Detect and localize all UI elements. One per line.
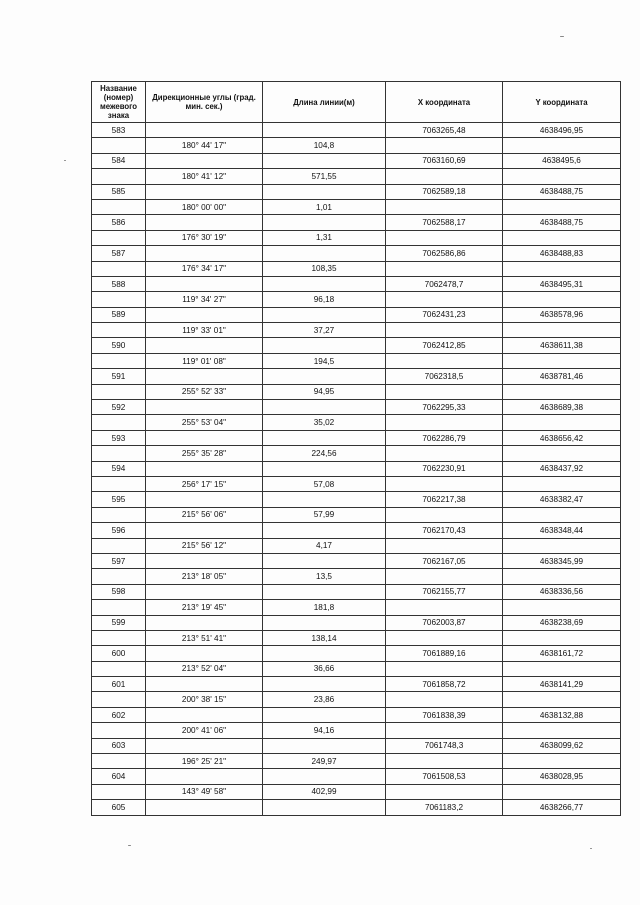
- empty-cell: [386, 661, 503, 676]
- line-length-cell: 94,95: [263, 384, 386, 399]
- mark-name-cell: 602: [92, 707, 146, 722]
- empty-cell: [92, 384, 146, 399]
- empty-cell: [92, 507, 146, 522]
- table-row: [92, 646, 621, 661]
- direction-angle-cell: 180° 41' 12": [146, 169, 263, 184]
- empty-cell: [146, 553, 263, 568]
- empty-cell: [92, 138, 146, 153]
- empty-cell: [386, 353, 503, 368]
- empty-cell: [503, 415, 621, 430]
- line-length-cell: 194,5: [263, 353, 386, 368]
- line-length-cell: 108,35: [263, 261, 386, 276]
- line-length-cell: 249,97: [263, 754, 386, 769]
- table-row: [92, 353, 621, 368]
- table-row: [92, 692, 621, 707]
- x-coordinate-cell: 7063265,48: [386, 123, 503, 138]
- empty-cell: [503, 384, 621, 399]
- x-coordinate-cell: 7062295,33: [386, 400, 503, 415]
- line-length-cell: 181,8: [263, 600, 386, 615]
- table-row: [92, 246, 621, 261]
- empty-cell: [92, 292, 146, 307]
- empty-cell: [386, 476, 503, 491]
- empty-cell: [146, 246, 263, 261]
- direction-angle-cell: 255° 52' 33": [146, 384, 263, 399]
- empty-cell: [146, 369, 263, 384]
- direction-angle-cell: 143° 49' 58": [146, 784, 263, 799]
- header-mark-name: Название (номер) межевого знака: [92, 82, 146, 123]
- empty-cell: [263, 430, 386, 445]
- empty-cell: [92, 353, 146, 368]
- empty-cell: [386, 292, 503, 307]
- boundary-coordinates-table: [91, 81, 621, 816]
- line-length-cell: 35,02: [263, 415, 386, 430]
- empty-cell: [503, 230, 621, 245]
- y-coordinate-cell: 4638382,47: [503, 492, 621, 507]
- line-length-cell: 402,99: [263, 784, 386, 799]
- empty-cell: [263, 369, 386, 384]
- empty-cell: [146, 123, 263, 138]
- empty-cell: [92, 754, 146, 769]
- empty-cell: [386, 784, 503, 799]
- x-coordinate-cell: 7062155,77: [386, 584, 503, 599]
- empty-cell: [146, 584, 263, 599]
- empty-cell: [386, 692, 503, 707]
- empty-cell: [386, 323, 503, 338]
- empty-cell: [386, 199, 503, 214]
- y-coordinate-cell: 4638495,6: [503, 153, 621, 168]
- y-coordinate-cell: 4638028,95: [503, 769, 621, 784]
- direction-angle-cell: 119° 33' 01": [146, 323, 263, 338]
- x-coordinate-cell: 7062167,05: [386, 553, 503, 568]
- empty-cell: [503, 507, 621, 522]
- line-length-cell: 23,86: [263, 692, 386, 707]
- table-row: [92, 507, 621, 522]
- empty-cell: [146, 276, 263, 291]
- direction-angle-cell: 215° 56' 06": [146, 507, 263, 522]
- y-coordinate-cell: 4638345,99: [503, 553, 621, 568]
- line-length-cell: 1,01: [263, 199, 386, 214]
- table-row: [92, 553, 621, 568]
- line-length-cell: 57,99: [263, 507, 386, 522]
- empty-cell: [503, 476, 621, 491]
- y-coordinate-cell: 4638141,29: [503, 677, 621, 692]
- empty-cell: [386, 138, 503, 153]
- empty-cell: [386, 384, 503, 399]
- line-length-cell: 224,56: [263, 446, 386, 461]
- empty-cell: [146, 307, 263, 322]
- empty-cell: [263, 738, 386, 753]
- y-coordinate-cell: 4638161,72: [503, 646, 621, 661]
- empty-cell: [92, 261, 146, 276]
- y-coordinate-cell: 4638611,38: [503, 338, 621, 353]
- y-coordinate-cell: 4638488,75: [503, 184, 621, 199]
- empty-cell: [92, 692, 146, 707]
- empty-cell: [146, 800, 263, 815]
- empty-cell: [263, 153, 386, 168]
- empty-cell: [263, 246, 386, 261]
- empty-cell: [146, 646, 263, 661]
- y-coordinate-cell: 4638099,62: [503, 738, 621, 753]
- empty-cell: [503, 292, 621, 307]
- x-coordinate-cell: 7062588,17: [386, 215, 503, 230]
- empty-cell: [92, 630, 146, 645]
- table-row: [92, 661, 621, 676]
- empty-cell: [503, 261, 621, 276]
- mark-name-cell: 599: [92, 615, 146, 630]
- empty-cell: [503, 353, 621, 368]
- empty-cell: [92, 600, 146, 615]
- scan-speck: [560, 36, 564, 37]
- empty-cell: [503, 446, 621, 461]
- direction-angle-cell: 213° 19' 45": [146, 600, 263, 615]
- header-length: Длина линии(м): [263, 82, 386, 123]
- x-coordinate-cell: 7062230,91: [386, 461, 503, 476]
- table-row: [92, 199, 621, 214]
- mark-name-cell: 598: [92, 584, 146, 599]
- mark-name-cell: 589: [92, 307, 146, 322]
- empty-cell: [263, 461, 386, 476]
- empty-cell: [503, 538, 621, 553]
- empty-cell: [386, 230, 503, 245]
- line-length-cell: 104,8: [263, 138, 386, 153]
- empty-cell: [146, 769, 263, 784]
- scan-speck: [64, 160, 66, 161]
- empty-cell: [146, 338, 263, 353]
- table-row: [92, 677, 621, 692]
- table-row: [92, 476, 621, 491]
- empty-cell: [146, 215, 263, 230]
- y-coordinate-cell: 4638488,75: [503, 215, 621, 230]
- mark-name-cell: 605: [92, 800, 146, 815]
- table-row: [92, 800, 621, 815]
- empty-cell: [386, 507, 503, 522]
- y-coordinate-cell: 4638781,46: [503, 369, 621, 384]
- direction-angle-cell: 176° 30' 19": [146, 230, 263, 245]
- mark-name-cell: 585: [92, 184, 146, 199]
- x-coordinate-cell: 7062431,23: [386, 307, 503, 322]
- y-coordinate-cell: 4638437,92: [503, 461, 621, 476]
- empty-cell: [263, 307, 386, 322]
- mark-name-cell: 583: [92, 123, 146, 138]
- table-row: [92, 754, 621, 769]
- empty-cell: [503, 199, 621, 214]
- empty-cell: [263, 800, 386, 815]
- empty-cell: [263, 584, 386, 599]
- line-length-cell: 37,27: [263, 323, 386, 338]
- direction-angle-cell: 213° 18' 05": [146, 569, 263, 584]
- empty-cell: [503, 630, 621, 645]
- empty-cell: [146, 400, 263, 415]
- empty-cell: [92, 661, 146, 676]
- line-length-cell: 4,17: [263, 538, 386, 553]
- empty-cell: [503, 323, 621, 338]
- header-x: X координата: [386, 82, 503, 123]
- table-row: [92, 230, 621, 245]
- empty-cell: [263, 492, 386, 507]
- table-row: [92, 307, 621, 322]
- empty-cell: [263, 523, 386, 538]
- table-row: [92, 400, 621, 415]
- table-row: [92, 384, 621, 399]
- table-row: [92, 153, 621, 168]
- table-row: [92, 369, 621, 384]
- direction-angle-cell: 119° 34' 27": [146, 292, 263, 307]
- empty-cell: [386, 630, 503, 645]
- x-coordinate-cell: 7062286,79: [386, 430, 503, 445]
- mark-name-cell: 588: [92, 276, 146, 291]
- empty-cell: [92, 323, 146, 338]
- empty-cell: [92, 784, 146, 799]
- mark-name-cell: 604: [92, 769, 146, 784]
- empty-cell: [263, 646, 386, 661]
- empty-cell: [386, 169, 503, 184]
- y-coordinate-cell: 4638132,88: [503, 707, 621, 722]
- table-row: [92, 723, 621, 738]
- empty-cell: [503, 754, 621, 769]
- line-length-cell: 94,16: [263, 723, 386, 738]
- empty-cell: [503, 600, 621, 615]
- empty-cell: [263, 123, 386, 138]
- empty-cell: [503, 784, 621, 799]
- direction-angle-cell: 200° 41' 06": [146, 723, 263, 738]
- x-coordinate-cell: 7061748,3: [386, 738, 503, 753]
- empty-cell: [263, 215, 386, 230]
- table-row: [92, 630, 621, 645]
- table-row: [92, 415, 621, 430]
- empty-cell: [146, 184, 263, 199]
- line-length-cell: 36,66: [263, 661, 386, 676]
- table-row: [92, 538, 621, 553]
- table-row: [92, 261, 621, 276]
- empty-cell: [263, 184, 386, 199]
- empty-cell: [146, 615, 263, 630]
- empty-cell: [92, 415, 146, 430]
- empty-cell: [92, 230, 146, 245]
- empty-cell: [146, 523, 263, 538]
- empty-cell: [386, 569, 503, 584]
- empty-cell: [146, 492, 263, 507]
- table-row: [92, 215, 621, 230]
- empty-cell: [386, 415, 503, 430]
- mark-name-cell: 584: [92, 153, 146, 168]
- table-row: [92, 323, 621, 338]
- x-coordinate-cell: 7061838,39: [386, 707, 503, 722]
- empty-cell: [386, 600, 503, 615]
- empty-cell: [386, 754, 503, 769]
- empty-cell: [92, 199, 146, 214]
- x-coordinate-cell: 7062589,18: [386, 184, 503, 199]
- empty-cell: [263, 400, 386, 415]
- x-coordinate-cell: 7062003,87: [386, 615, 503, 630]
- empty-cell: [146, 738, 263, 753]
- empty-cell: [263, 769, 386, 784]
- mark-name-cell: 591: [92, 369, 146, 384]
- table-row: [92, 584, 621, 599]
- y-coordinate-cell: 4638336,56: [503, 584, 621, 599]
- direction-angle-cell: 200° 38' 15": [146, 692, 263, 707]
- y-coordinate-cell: 4638656,42: [503, 430, 621, 445]
- mark-name-cell: 593: [92, 430, 146, 445]
- empty-cell: [263, 615, 386, 630]
- table-row: [92, 276, 621, 291]
- empty-cell: [503, 661, 621, 676]
- x-coordinate-cell: 7062586,86: [386, 246, 503, 261]
- x-coordinate-cell: 7061183,2: [386, 800, 503, 815]
- x-coordinate-cell: 7061858,72: [386, 677, 503, 692]
- table-row: [92, 569, 621, 584]
- empty-cell: [503, 138, 621, 153]
- y-coordinate-cell: 4638496,95: [503, 123, 621, 138]
- header-angles: Дирекционные углы (град. мин. сек.): [146, 82, 263, 123]
- scan-speck: [128, 845, 131, 846]
- empty-cell: [503, 169, 621, 184]
- table-row: [92, 169, 621, 184]
- table-row: [92, 738, 621, 753]
- x-coordinate-cell: 7062478,7: [386, 276, 503, 291]
- table-body: [92, 123, 621, 816]
- line-length-cell: 1,31: [263, 230, 386, 245]
- mark-name-cell: 595: [92, 492, 146, 507]
- empty-cell: [263, 338, 386, 353]
- mark-name-cell: 594: [92, 461, 146, 476]
- direction-angle-cell: 255° 35' 28": [146, 446, 263, 461]
- table-row: [92, 769, 621, 784]
- x-coordinate-cell: 7061508,53: [386, 769, 503, 784]
- direction-angle-cell: 119° 01' 08": [146, 353, 263, 368]
- empty-cell: [263, 276, 386, 291]
- line-length-cell: 13,5: [263, 569, 386, 584]
- table-row: [92, 138, 621, 153]
- x-coordinate-cell: 7062217,38: [386, 492, 503, 507]
- line-length-cell: 571,55: [263, 169, 386, 184]
- direction-angle-cell: 196° 25' 21": [146, 754, 263, 769]
- table-row: [92, 184, 621, 199]
- y-coordinate-cell: 4638689,38: [503, 400, 621, 415]
- mark-name-cell: 603: [92, 738, 146, 753]
- table-row: [92, 338, 621, 353]
- direction-angle-cell: 255° 53' 04": [146, 415, 263, 430]
- mark-name-cell: 597: [92, 553, 146, 568]
- y-coordinate-cell: 4638578,96: [503, 307, 621, 322]
- table-row: [92, 523, 621, 538]
- table-row: [92, 492, 621, 507]
- line-length-cell: 96,18: [263, 292, 386, 307]
- empty-cell: [263, 707, 386, 722]
- direction-angle-cell: 180° 44' 17": [146, 138, 263, 153]
- empty-cell: [263, 553, 386, 568]
- empty-cell: [92, 169, 146, 184]
- x-coordinate-cell: 7062318,5: [386, 369, 503, 384]
- empty-cell: [92, 476, 146, 491]
- empty-cell: [146, 707, 263, 722]
- mark-name-cell: 587: [92, 246, 146, 261]
- empty-cell: [386, 538, 503, 553]
- table-row: [92, 615, 621, 630]
- x-coordinate-cell: 7063160,69: [386, 153, 503, 168]
- x-coordinate-cell: 7062412,85: [386, 338, 503, 353]
- empty-cell: [146, 153, 263, 168]
- scan-speck: [590, 848, 592, 849]
- empty-cell: [146, 461, 263, 476]
- x-coordinate-cell: 7062170,43: [386, 523, 503, 538]
- y-coordinate-cell: 4638488,83: [503, 246, 621, 261]
- table-row: [92, 600, 621, 615]
- table-row: [92, 430, 621, 445]
- empty-cell: [92, 569, 146, 584]
- x-coordinate-cell: 7061889,16: [386, 646, 503, 661]
- mark-name-cell: 586: [92, 215, 146, 230]
- direction-angle-cell: 213° 52' 04": [146, 661, 263, 676]
- empty-cell: [263, 677, 386, 692]
- table-row: [92, 707, 621, 722]
- mark-name-cell: 600: [92, 646, 146, 661]
- empty-cell: [92, 723, 146, 738]
- direction-angle-cell: 256° 17' 15": [146, 476, 263, 491]
- table-row: [92, 446, 621, 461]
- mark-name-cell: 596: [92, 523, 146, 538]
- table-row: [92, 784, 621, 799]
- empty-cell: [146, 677, 263, 692]
- line-length-cell: 57,08: [263, 476, 386, 491]
- direction-angle-cell: 180° 00' 00": [146, 199, 263, 214]
- mark-name-cell: 601: [92, 677, 146, 692]
- line-length-cell: 138,14: [263, 630, 386, 645]
- empty-cell: [503, 569, 621, 584]
- empty-cell: [92, 446, 146, 461]
- y-coordinate-cell: 4638238,69: [503, 615, 621, 630]
- mark-name-cell: 592: [92, 400, 146, 415]
- direction-angle-cell: 213° 51' 41": [146, 630, 263, 645]
- y-coordinate-cell: 4638495,31: [503, 276, 621, 291]
- table-row: [92, 123, 621, 138]
- direction-angle-cell: 176° 34' 17": [146, 261, 263, 276]
- direction-angle-cell: 215° 56' 12": [146, 538, 263, 553]
- empty-cell: [146, 430, 263, 445]
- table-row: [92, 292, 621, 307]
- y-coordinate-cell: 4638266,77: [503, 800, 621, 815]
- table-row: [92, 461, 621, 476]
- y-coordinate-cell: 4638348,44: [503, 523, 621, 538]
- empty-cell: [503, 723, 621, 738]
- empty-cell: [503, 692, 621, 707]
- empty-cell: [92, 538, 146, 553]
- table-header-row: [92, 82, 621, 123]
- mark-name-cell: 590: [92, 338, 146, 353]
- header-y: Y координата: [503, 82, 621, 123]
- empty-cell: [386, 261, 503, 276]
- empty-cell: [386, 723, 503, 738]
- empty-cell: [386, 446, 503, 461]
